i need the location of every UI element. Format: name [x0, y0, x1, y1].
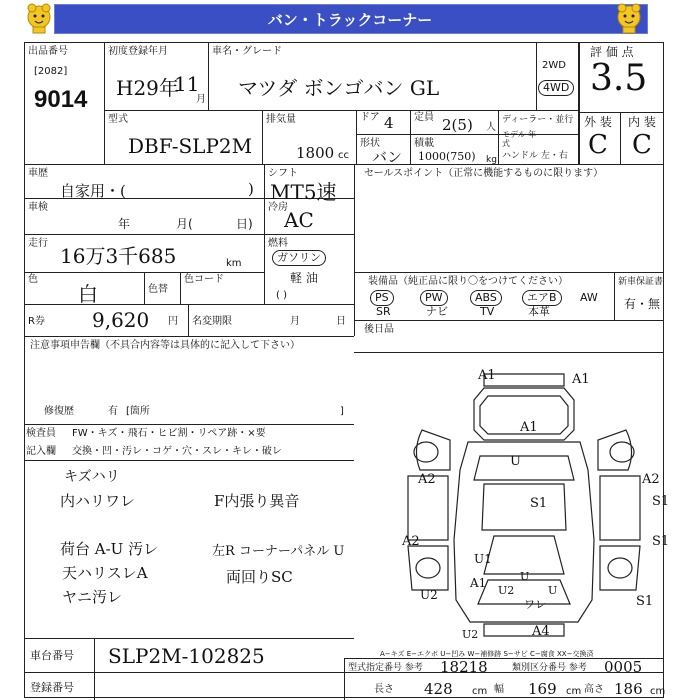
damage-legend: A−キズ E−エクボ U−凹み W−補修跡 S−サビ C−腐食 XX−交換済	[380, 650, 594, 658]
capacity-label: 定員	[414, 112, 434, 123]
handle-label: ハンドル 左・右	[502, 151, 568, 161]
doors-label: ドア	[360, 112, 380, 123]
color-label: 色	[28, 274, 38, 285]
displacement-label: 排気量	[266, 114, 296, 125]
score-value: 3.5	[590, 58, 648, 99]
inspector-row1: FW・キズ・飛石・ヒビ割・リペア跡・×要	[72, 428, 266, 439]
remark-5: ヤニ汚レ	[62, 588, 123, 606]
remark-4: 天ハリスレA	[62, 564, 148, 582]
diagram-mark-2: A1	[572, 372, 590, 387]
height-unit: cm	[650, 686, 666, 697]
car-name-value: マツダ ボンゴバン GL	[238, 76, 440, 100]
length-label: 長さ	[374, 684, 394, 695]
aircon-label: 冷房	[268, 202, 288, 213]
diagram-mark-6: A2	[642, 472, 660, 487]
repair-part: [箇所	[126, 406, 150, 417]
warranty-value: 有・無	[624, 297, 661, 311]
mileage-label: 走行	[28, 238, 48, 249]
recorder-label: 記入欄	[26, 446, 56, 457]
header-bar	[0, 0, 700, 36]
remark-1: キズハリ	[64, 469, 120, 485]
diagram-mark-14: A4	[532, 624, 550, 639]
mascot-right-icon	[614, 2, 644, 34]
post-install-label: 後日品	[364, 324, 394, 335]
displacement-value: 1800	[296, 144, 335, 162]
diagram-mark-11: U1	[474, 552, 492, 566]
mileage-unit: km	[226, 258, 242, 269]
displacement-unit: cc	[338, 150, 349, 161]
drive-2wd: 2WD	[542, 60, 566, 71]
diagram-mark-16: U	[548, 584, 558, 597]
fuel-alt: 軽 油	[290, 271, 318, 285]
history-close: )	[248, 180, 254, 198]
remark-8: 両回りSC	[226, 568, 293, 586]
repair-close: ]	[340, 406, 344, 417]
color-code-label: 色コード	[184, 274, 224, 285]
fuel-paren: ( )	[276, 290, 287, 301]
score-ext-value: C	[588, 130, 608, 160]
shape-value: バン	[372, 148, 403, 166]
drive-4wd: 4WD	[538, 80, 574, 96]
diagram-mark-10: U2	[420, 588, 438, 602]
chassis-value: SLP2M-102825	[108, 644, 265, 668]
width-label: 幅	[494, 684, 504, 695]
recycle-value: 9,620	[92, 308, 150, 332]
registration-label: 初度登録年月	[108, 46, 168, 57]
recycle-unit: 円	[168, 316, 178, 327]
model-year-label: モデル 年式	[502, 130, 537, 148]
shift-value: MT5速	[270, 180, 337, 204]
lot-label: 出品番号	[28, 46, 68, 57]
repair-label: 修復歴	[44, 406, 74, 417]
name-change-month: 月	[290, 316, 300, 327]
width-value: 169	[528, 680, 557, 698]
class-label: 類別区分番号 参考	[512, 663, 587, 673]
equipment-tv: TV	[480, 305, 495, 318]
diagram-mark-7: S1	[652, 494, 670, 509]
shape-label: 形状	[360, 138, 380, 149]
diagram-mark-1: A1	[478, 368, 496, 383]
shift-label: シフト	[268, 168, 298, 179]
history-value: 自家用・(	[60, 182, 126, 200]
fuel-value: ガソリン	[272, 250, 326, 266]
inspector-row2: 交換・凹・汚レ・コゲ・穴・スレ・キレ・破レ	[72, 446, 282, 457]
warranty-label: 新車保証書	[618, 277, 664, 287]
repair-value: 有	[108, 406, 118, 417]
equipment-aw: AW	[580, 291, 598, 304]
dealer-label: ディーラー・並行	[502, 115, 574, 125]
diagram-mark-9: A2	[402, 534, 420, 549]
equipment-airbag: エアB	[522, 290, 562, 306]
reg-number-label: 登録番号	[30, 681, 74, 694]
aircon-value: AC	[284, 208, 314, 232]
diagram-mark-13: S1	[652, 534, 670, 549]
equipment-navi: ナビ	[426, 305, 448, 318]
name-change-label: 名変期限	[192, 316, 232, 327]
capacity-value: 2(5)	[442, 116, 473, 134]
score-label: 評 価 点	[590, 45, 634, 59]
model-value: DBF-SLP2M	[128, 134, 253, 158]
length-value: 428	[424, 680, 453, 698]
diagram-mark-12: A1	[470, 576, 487, 590]
lot-sub: [2082]	[34, 66, 68, 77]
remark-3: 荷台 A-U 汚レ	[60, 540, 159, 558]
length-unit: cm	[472, 686, 488, 697]
history-label: 車歴	[28, 168, 48, 179]
car-name-label: 車名・グレード	[212, 46, 282, 57]
inspection-label: 車検	[28, 202, 48, 213]
diagram-mark-3: A1	[520, 420, 538, 435]
diagram-mark-18: U2	[462, 628, 479, 641]
registration-year: H29年	[116, 76, 179, 100]
load-unit: kg	[486, 155, 497, 165]
diagram-mark-4: U	[510, 454, 521, 469]
model-label: 型式	[108, 114, 128, 125]
load-value: 1000(750)	[418, 150, 476, 163]
height-label: 高さ	[584, 684, 604, 695]
equipment-ps: PS	[370, 290, 394, 306]
diagram-mark-17: U2	[498, 584, 515, 597]
width-unit: cm	[566, 686, 582, 697]
inspection-year: 年	[118, 217, 131, 231]
name-change-day: 日	[336, 316, 346, 327]
diagram-mark-15: S1	[636, 594, 654, 609]
header-title: バン・トラックコーナー	[267, 11, 433, 29]
color-value: 白	[78, 282, 98, 306]
equipment-sr: SR	[376, 305, 391, 318]
inspector-label: 検査員	[26, 428, 56, 439]
color-change-label: 色替	[148, 284, 168, 295]
equipment-pw: PW	[420, 290, 448, 306]
equipment-abs: ABS	[470, 290, 502, 306]
registration-month: 11	[174, 72, 200, 96]
fuel-label: 燃料	[268, 238, 288, 249]
score-int-label: 内 装	[628, 115, 656, 129]
score-int-value: C	[632, 130, 652, 160]
height-value: 186	[614, 680, 643, 698]
type-approval-label: 型式指定番号 参考	[348, 663, 423, 673]
doors-value: 4	[384, 114, 394, 132]
load-label: 積載	[414, 138, 434, 149]
equipment-leather: 本革	[528, 305, 550, 318]
diagram-mark-20: ワレ	[524, 598, 546, 611]
inspection-month: 月(	[176, 217, 193, 231]
lot-number: 9014	[34, 86, 88, 113]
remark-7: 左R コーナーパネル U	[212, 544, 345, 559]
mascot-left-icon	[24, 2, 54, 34]
chassis-label: 車台番号	[30, 649, 74, 662]
diagram-mark-8: S1	[530, 496, 548, 511]
inspection-day: 日)	[236, 217, 253, 231]
diagram-mark-5: A2	[418, 472, 436, 487]
score-ext-label: 外 装	[584, 115, 612, 129]
class-value: 0005	[604, 658, 643, 676]
capacity-unit: 人	[486, 122, 496, 133]
notes-label: 注意事項申告欄（不具合内容等は具体的に記入して下さい）	[30, 340, 300, 351]
selling-points-label: セールスポイント（正常に機能するものに限ります）	[364, 168, 604, 179]
diagram-mark-19: U	[520, 570, 530, 583]
type-approval-value: 18218	[440, 658, 488, 676]
remark-2: 内ハリワレ	[60, 492, 136, 510]
recycle-label: R券	[28, 316, 45, 327]
registration-month-unit: 月	[196, 94, 206, 105]
remark-6: F内張り異音	[214, 492, 300, 510]
mileage-value: 16万3千685	[60, 244, 177, 268]
equipment-label: 装備品（純正品に限り〇をつけてください）	[368, 276, 568, 287]
